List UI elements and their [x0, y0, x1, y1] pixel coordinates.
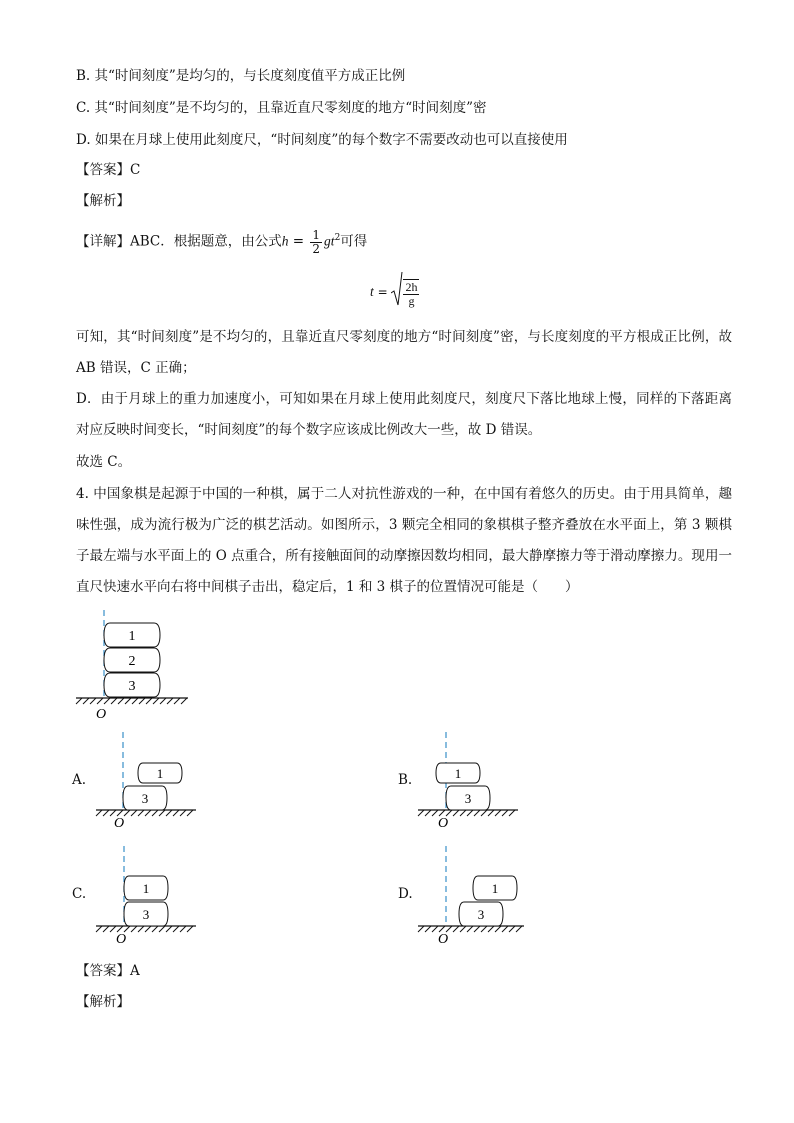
answer-4-label: 【 答案 】	[76, 963, 130, 979]
option-b-origin: O	[438, 816, 449, 831]
answer-4-value: A	[130, 963, 140, 979]
formula-fraction	[310, 229, 322, 256]
option-a-letter: A.	[72, 772, 87, 788]
ground-hatch	[96, 810, 193, 816]
option-d-origin: O	[438, 932, 449, 946]
option-c: C. 其“时间刻度”是不均匀的，且靠近直尺零刻度的地方“时间刻度”密	[76, 100, 487, 116]
option-d-figure	[414, 842, 534, 946]
answer-3	[76, 160, 140, 180]
ground-hatch	[96, 926, 193, 932]
detail-paragraph-1: 可知，其“时间刻度”是不均匀的，且靠近直尺零刻度的地方“时间刻度”密，与长度刻度的平方根成正比例，故 AB 错误，C 正确；	[76, 329, 732, 376]
option-b-figure	[414, 728, 524, 832]
ground-hatch	[418, 810, 515, 816]
after-formula: 可得	[340, 233, 368, 250]
frac-den: 2	[312, 241, 321, 256]
display-formula	[370, 272, 421, 312]
frac-num: 1	[312, 227, 321, 242]
piece-1	[104, 623, 160, 647]
option-a-figure	[92, 728, 202, 832]
answer-4	[76, 961, 140, 981]
option-a-top: 1	[156, 766, 164, 781]
option-c-letter: C.	[72, 886, 87, 902]
formula-eq: =	[288, 233, 309, 250]
option-c-origin: O	[116, 932, 127, 946]
display-t: t	[370, 284, 374, 299]
option-b-letter: B.	[398, 772, 413, 788]
option-c-top: 1	[142, 881, 150, 896]
option-b: B. 其“时间刻度”是均匀的，与长度刻度值平方成正比例	[76, 68, 406, 84]
analysis-label: 【 解析 】	[76, 193, 130, 209]
option-b-top: 1	[454, 766, 462, 781]
detail-label: 【 详解 】	[76, 234, 130, 250]
answer-label: 【 答案 】	[76, 162, 130, 178]
display-num: 2h	[405, 279, 418, 294]
piece-1-label: 1	[128, 629, 136, 644]
formula-lhs: h	[281, 233, 289, 249]
piece-2	[104, 648, 160, 672]
option-d: D. 如果在月球上使用此刻度尺，“时间刻度”的每个数字不需要改动也可以直接使用	[76, 132, 568, 148]
option-c-bottom: 3	[142, 907, 150, 922]
detail-line	[76, 218, 367, 262]
sqrt-sign	[391, 271, 403, 307]
display-eq: =	[373, 285, 392, 299]
detail-intro: ABC．根据题意，由公式	[130, 233, 282, 250]
option-a-origin: O	[114, 816, 125, 831]
option-d-top: 1	[491, 881, 499, 896]
sqrt	[391, 273, 421, 313]
analysis-4	[76, 992, 130, 1012]
option-d-bottom: 3	[477, 907, 485, 922]
analysis-4-label: 【 解析 】	[76, 994, 130, 1010]
conclusion: 故选 C。	[76, 454, 132, 470]
option-b-bottom: 3	[464, 791, 472, 806]
option-a-bottom: 3	[141, 791, 149, 806]
piece-2-label: 2	[128, 654, 136, 669]
ground-hatch	[418, 926, 522, 932]
formula-exp: 2	[334, 233, 341, 243]
display-fraction	[403, 279, 419, 308]
option-c-figure	[92, 842, 202, 946]
formula-rhs: gt	[324, 233, 335, 249]
answer-value: C	[130, 162, 141, 178]
piece-3-label: 3	[128, 679, 136, 694]
display-den: g	[408, 293, 415, 308]
analysis-3	[76, 191, 130, 211]
question-4: 4. 中国象棋是起源于中国的一种棋，属于二人对抗性游戏的一种，在中国有着悠久的历史。由于用具简单，趣味性强，成为流行极为广泛的棋艺活动。如图所示，3 颗完全相同的象棋棋子整齐叠放在水平面上，第 3 颗棋子最左端与水平面上的 O 点重合，所有接触面间的动摩擦因数均相同，最大静摩擦力等于滑动摩擦力。现用一直尺快速水平向右将中间棋子击出，稳定后，1 和 3 棋子的位置情况可能是（ ）	[76, 486, 732, 595]
stack-figure	[64, 604, 204, 726]
piece-3	[104, 673, 160, 697]
detail-paragraph-2: D．由于月球上的重力加速度小，可知如果在月球上使用此刻度尺，刻度尺下落比地球上慢，同样的下落距离对应反映时间变长，“时间刻度”的每个数字应该成比例改大一些，故 D 错误。	[76, 391, 732, 438]
option-d-letter: D.	[398, 886, 413, 902]
ground-hatch	[76, 698, 187, 704]
origin-label: O	[96, 707, 107, 722]
